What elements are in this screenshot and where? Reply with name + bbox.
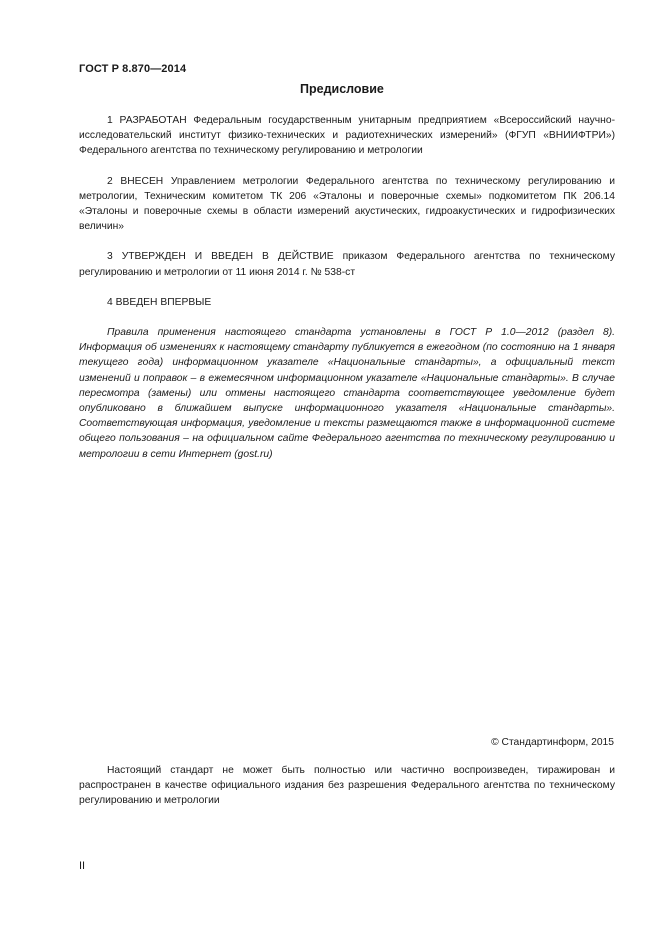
foreword-body xyxy=(79,113,615,477)
paragraph-first-introduced: 4 ВВЕДЕН ВПЕРВЫЕ xyxy=(107,296,212,308)
paragraph-application-rules: Правила применения настоящего стандарта установлены в ГОСТ Р 1.0—2012 (раздел 8). Информация об изменениях к настоящему стандарту публикуется в ежегодном (по состоянию на 1 января текущего года) информационном указателе «Национальные стандарты», а официальный текст изменений и поправок – в ежемесячном информационном указателе «Национальные стандарты». В случае пересмотра (замены) или отмены настоящего стандарта соответствующее уведомление будет опубликовано в ближайшем выпуске информационного указателя «Национальные стандарты». Соответствующая информация, уведомление и тексты размещаются также в информационной системе общего пользования – на официальном сайте Федерального агентства по техническому регулированию и метрологии в сети Интернет (gost.ru) xyxy=(79,327,615,460)
paragraph-introduced: 2 ВНЕСЕН Управлением метрологии Федерального агентства по техническому регулированию и метрологии, Техническим комитетом ТК 206 «Эталоны и поверочные схемы» подкомитетом ПК 206.14 «Эталоны и поверочные схемы в области измерений акустических, гидроакустических и гидрофизических величин» xyxy=(79,175,615,233)
reproduction-notice: Настоящий стандарт не может быть полностью или частично воспроизведен, тиражирован и распространен в качестве официального издания без разрешения Федерального агентства по техническому регулированию и метрологии xyxy=(79,765,615,807)
paragraph-approved: 3 УТВЕРЖДЕН И ВВЕДЕН В ДЕЙСТВИЕ приказом Федерального агентства по техническому регулированию и метрологии от 11 июня 2014 г. № 538-ст xyxy=(79,251,615,278)
paragraph-developed: 1 РАЗРАБОТАН Федеральным государственным унитарным предприятием «Всероссийский научно-исследовательский институт физико-технических и радиотехнических измерений» (ФГУП «ВНИИФТРИ») Федерального агентства по техническому регулированию и метрологии xyxy=(79,115,615,157)
page-number: II xyxy=(79,860,86,872)
section-title: Предисловие xyxy=(300,82,384,96)
document-code: ГОСТ Р 8.870—2014 xyxy=(79,63,187,75)
copyright-line: © Стандартинформ, 2015 xyxy=(491,737,614,748)
